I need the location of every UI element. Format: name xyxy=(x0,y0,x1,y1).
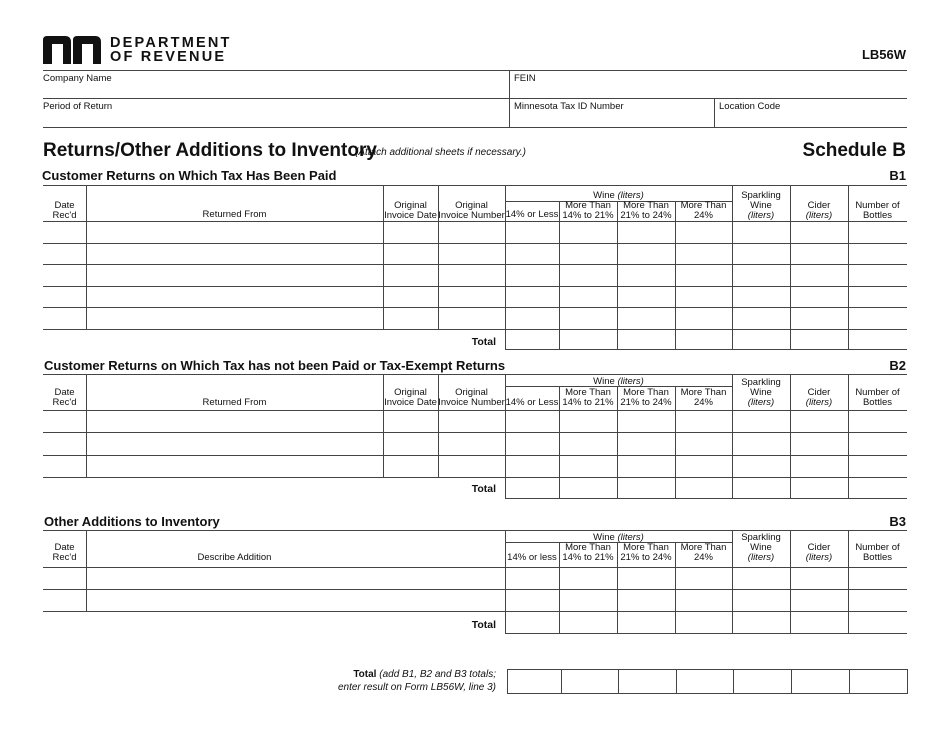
b3-entry-rows[interactable] xyxy=(87,568,907,610)
b1-code: B1 xyxy=(889,168,906,183)
mn-revenue-logo xyxy=(43,36,101,64)
period-field[interactable] xyxy=(110,102,506,122)
location-code-field[interactable] xyxy=(778,102,904,122)
b1-col-wine-24: More Than 24% xyxy=(680,200,727,221)
b2-title: Customer Returns on Which Tax has not been Paid or Tax-Exempt Returns xyxy=(44,358,506,373)
b2-col-bottles: Number of Bottles xyxy=(855,387,900,408)
b2-col-orig-number: Original Invoice Number xyxy=(438,387,505,408)
b3-col-date: Date Rec'd xyxy=(52,542,77,563)
b3-code: B3 xyxy=(889,514,906,529)
mn-tax-id-label: Minnesota Tax ID Number xyxy=(514,101,624,112)
b1-col-wine-21-24: More Than 21% to 24% xyxy=(620,200,672,221)
b1-col-sparkling: Sparkling Wine (liters) xyxy=(741,190,781,221)
b3-wine-group: Wine (liters) xyxy=(593,532,644,543)
b1-entry-rows[interactable] xyxy=(87,222,907,328)
b1-col-cider: Cider (liters) xyxy=(805,200,833,221)
b2-entry-rows[interactable] xyxy=(87,411,907,476)
fein-field[interactable] xyxy=(540,74,904,94)
b3-col-describe-addition: Describe Addition xyxy=(197,552,272,563)
b1-col-orig-date: Original Invoice Date xyxy=(384,200,437,221)
b2-col-wine-21-24: More Than 21% to 24% xyxy=(620,387,672,408)
form-id: LB56W xyxy=(861,47,906,62)
b1-total-label: Total xyxy=(471,336,496,348)
b2-col-wine-14: 14% or Less xyxy=(505,397,559,408)
b3-col-bottles: Number of Bottles xyxy=(855,542,900,563)
grand-total-row[interactable] xyxy=(507,669,908,694)
b3-col-cider: Cider (liters) xyxy=(805,542,833,563)
b2-col-wine-14-21: More Than 14% to 21% xyxy=(562,387,614,408)
b2-col-date: Date Rec'd xyxy=(52,387,77,408)
b3-col-wine-21-24: More Than 21% to 24% xyxy=(620,542,672,563)
schedule-label: Schedule B xyxy=(802,140,906,161)
title-note: (Attach additional sheets if necessary.) xyxy=(355,147,527,158)
period-label: Period of Return xyxy=(43,101,113,112)
company-name-field[interactable] xyxy=(86,74,506,94)
b2-col-wine-24: More Than 24% xyxy=(680,387,727,408)
b2-col-sparkling: Sparkling Wine (liters) xyxy=(741,377,781,408)
b3-col-sparkling: Sparkling Wine (liters) xyxy=(741,532,781,563)
b1-col-date: Date Rec'd xyxy=(52,200,77,221)
b1-col-orig-number: Original Invoice Number xyxy=(438,200,505,221)
mn-tax-id-field[interactable] xyxy=(620,102,712,122)
b3-total-label: Total xyxy=(471,619,496,631)
b2-wine-group: Wine (liters) xyxy=(593,376,644,387)
b3-col-wine-14-21: More Than 14% to 21% xyxy=(562,542,614,563)
b1-title: Customer Returns on Which Tax Has Been Paid xyxy=(42,168,337,183)
page-title: Returns/Other Additions to Inventory xyxy=(43,140,377,161)
b1-col-bottles: Number of Bottles xyxy=(855,200,900,221)
b2-col-cider: Cider (liters) xyxy=(805,387,833,408)
fein-label: FEIN xyxy=(514,73,536,84)
b1-col-returned-from: Returned From xyxy=(202,209,267,220)
b3-col-wine-14: 14% or less xyxy=(507,552,557,563)
b1-col-wine-14-21: More Than 14% to 21% xyxy=(562,200,614,221)
company-name-label: Company Name xyxy=(43,73,112,84)
b2-col-returned-from: Returned From xyxy=(202,397,267,408)
agency-name: DEPARTMENT OF REVENUE xyxy=(110,35,232,65)
b3-title: Other Additions to Inventory xyxy=(44,514,220,529)
location-code-label: Location Code xyxy=(719,101,781,112)
b1-col-wine-14: 14% or Less xyxy=(505,209,559,220)
b2-col-orig-date: Original Invoice Date xyxy=(384,387,437,408)
b3-col-wine-24: More Than 24% xyxy=(680,542,727,563)
b2-total-label: Total xyxy=(471,483,496,495)
b2-code: B2 xyxy=(889,358,906,373)
b1-wine-group: Wine (liters) xyxy=(593,190,644,201)
grand-total-label: Total (add B1, B2 and B3 totals; enter result on Form LB56W, line 3) xyxy=(337,669,496,693)
